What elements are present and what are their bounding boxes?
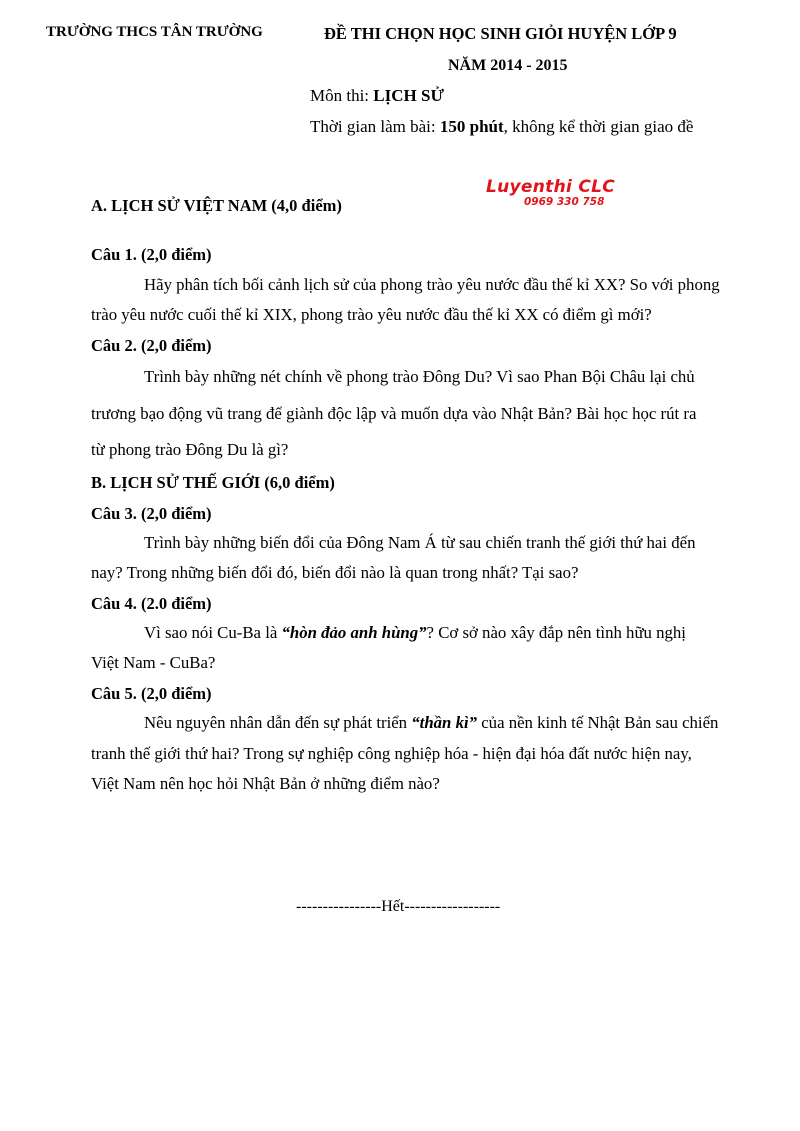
time-note: , không kể thời gian giao đề [503,117,694,136]
question-4-line-1-pre: Vì sao nói Cu-Ba là [144,623,282,642]
question-4-line-2: Việt Nam - CuBa? [91,653,216,672]
time-value: 150 phút [439,117,504,136]
question-3-line-2: nay? Trong những biến đổi đó, biến đổi nào là quan trong nhất? Tại sao? [91,563,579,582]
question-5-emphasis: “thần kì” [411,713,478,732]
question-5-title: Câu 5. (2,0 điểm) [91,684,212,703]
question-4-emphasis: “hòn đảo anh hùng” [281,623,427,642]
question-1-title: Câu 1. (2,0 điểm) [91,245,212,264]
logo-phone: 0969 330 758 [524,196,605,208]
question-2-line-1: Trình bày những nét chính về phong trào Đông Du? Vì sao Phan Bội Châu lại chủ [144,367,695,386]
subject-value: LỊCH SỬ [373,86,444,105]
exam-title: ĐỀ THI CHỌN HỌC SINH GIỎI HUYỆN LỚP 9 [324,24,677,43]
subject-label: Môn thi: [310,86,374,105]
time-line [310,117,693,137]
question-4-line-1 [144,623,686,643]
question-2-line-3: từ phong trào Đông Du là gì? [91,440,289,459]
question-3-title: Câu 3. (2,0 điểm) [91,504,212,523]
section-a-title: A. LỊCH SỬ VIỆT NAM (4,0 điểm) [91,196,342,215]
question-5-line-1-post: của nền kinh tế Nhật Bản sau chiến [477,713,719,732]
question-5-line-1-pre: Nêu nguyên nhân dẫn đến sự phát triển [144,713,412,732]
question-5-line-3: Việt Nam nên học hỏi Nhật Bản ở những điểm nào? [91,774,440,793]
question-5-line-1 [144,713,718,733]
end-marker: ----------------Hết------------------ [296,898,501,915]
section-b-title: B. LỊCH SỬ THẾ GIỚI (6,0 điểm) [91,473,335,492]
time-label: Thời gian làm bài: [310,117,440,136]
question-3-line-1: Trình bày những biến đổi của Đông Nam Á từ sau chiến tranh thế giới thứ hai đến [144,533,696,552]
subject-line [310,86,444,106]
question-5-line-2: tranh thế giới thứ hai? Trong sự nghiệp công nghiệp hóa - hiện đại hóa đất nước hiện nay, [91,744,692,763]
question-2-title: Câu 2. (2,0 điểm) [91,336,212,355]
question-2-line-2: trương bạo động vũ trang để giành độc lập và muốn dựa vào Nhật Bản? Bài học học rút ra [91,404,697,423]
logo-name: Luyenthi CLC [486,177,616,197]
exam-year: NĂM 2014 - 2015 [448,57,568,74]
question-4-title: Câu 4. (2.0 điểm) [91,594,212,613]
watermark-logo [486,178,615,208]
school-name: TRƯỜNG THCS TÂN TRƯỜNG [46,24,263,40]
question-4-line-1-post: ? Cơ sở nào xây đắp nên tình hữu nghị [426,623,686,642]
question-1-line-1: Hãy phân tích bối cảnh lịch sử của phong trào yêu nước đầu thế kỉ XX? So với phong [144,275,720,294]
question-1-line-2: trào yêu nước cuối thế kỉ XIX, phong trào yêu nước đầu thế kỉ XX có điểm gì mới? [91,305,652,324]
